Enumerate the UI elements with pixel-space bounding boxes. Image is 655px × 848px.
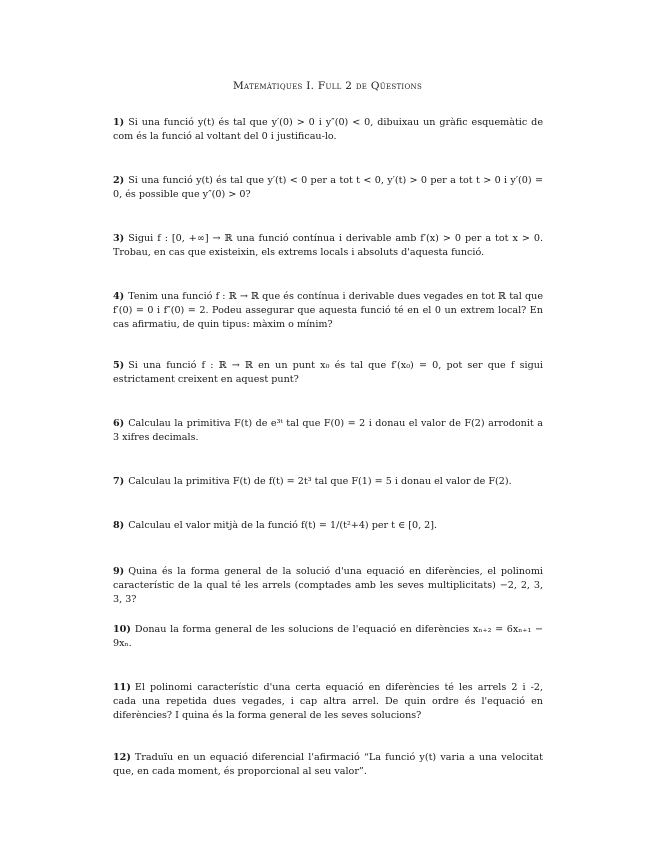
question-9 [113,565,543,607]
question-text: Calculau la primitiva F(t) de f(t) = 2t³ tal que F(1) = 5 i donau el valor de F(2). [128,476,512,487]
question-number: 4) [113,291,125,302]
question-12 [113,751,543,779]
question-number: 6) [113,418,125,429]
question-10 [113,623,543,651]
question-text: Si una funció y(t) és tal que y′(t) < 0 per a tot t < 0, y′(t) > 0 per a tot t > 0 i y′(0) = 0, és possible que y″(0) > 0? [113,175,543,200]
question-number: 11) [113,682,131,693]
question-number: 10) [113,624,131,635]
question-7 [113,475,543,489]
question-number: 5) [113,360,125,371]
question-text: Si una funció f : ℝ → ℝ en un punt x₀ és tal que f′(x₀) = 0, pot ser que f sigui estrictament creixent en aquest punt? [113,360,543,385]
question-1 [113,116,543,144]
question-text: Traduïu en un equació diferencial l'afirmació “La funció y(t) varia a una velocitat que, en cada moment, és proporcional al seu valor”. [113,752,543,777]
question-number: 9) [113,566,125,577]
question-number: 8) [113,520,125,531]
question-number: 1) [113,117,125,128]
question-text: Sigui f : [0, +∞] → ℝ una funció contínua i derivable amb f′(x) > 0 per a tot x > 0. Trobau, en cas que existeixin, els extrems locals i absoluts d'aquesta funció. [113,233,543,258]
question-6 [113,417,543,445]
question-3 [113,232,543,260]
question-2 [113,174,543,202]
question-5 [113,359,543,387]
question-4 [113,290,543,332]
question-number: 2) [113,175,125,186]
question-number: 12) [113,752,131,763]
question-text: El polinomi característic d'una certa equació en diferències té les arrels 2 i -2, cada una repetida dues vegades, i cap altra arrel. De quin ordre és l'equació en diferències? I quina és la forma general de les seves solucions? [113,682,543,721]
question-text: Quina és la forma general de la solució d'una equació en diferències, el polinomi característic de la qual té les arrels (comptades amb les seves multiplicitats) −2, 2, 3, 3, 3? [113,566,543,605]
question-8 [113,519,543,533]
question-text: Donau la forma general de les solucions de l'equació en diferències xₙ₊₂ = 6xₙ₊₁ − 9xₙ. [113,624,543,649]
question-number: 3) [113,233,125,244]
question-text: Calculau la primitiva F(t) de e³ᵗ tal que F(0) = 2 i donau el valor de F(2) arrodonit a 3 xifres decimals. [113,418,543,443]
question-text: Si una funció y(t) és tal que y′(0) > 0 i y″(0) < 0, dibuixau un gràfic esquemàtic de com és la funció al voltant del 0 i justificau-lo. [113,117,543,142]
question-text: Tenim una funció f : ℝ → ℝ que és contínua i derivable dues vegades en tot ℝ tal que f′(0) = 0 i f″(0) = 2. Podeu assegurar que aquesta funció té en el 0 un extrem local? En cas afirmatiu, de quin tipus: màxim o mínim? [113,291,543,330]
document-title: Matemàtiques I. Full 2 de Qüestions [232,80,423,92]
question-text: Calculau el valor mitjà de la funció f(t) = 1/(t²+4) per t ∈ [0, 2]. [128,520,438,531]
question-11 [113,681,543,723]
question-number: 7) [113,476,125,487]
